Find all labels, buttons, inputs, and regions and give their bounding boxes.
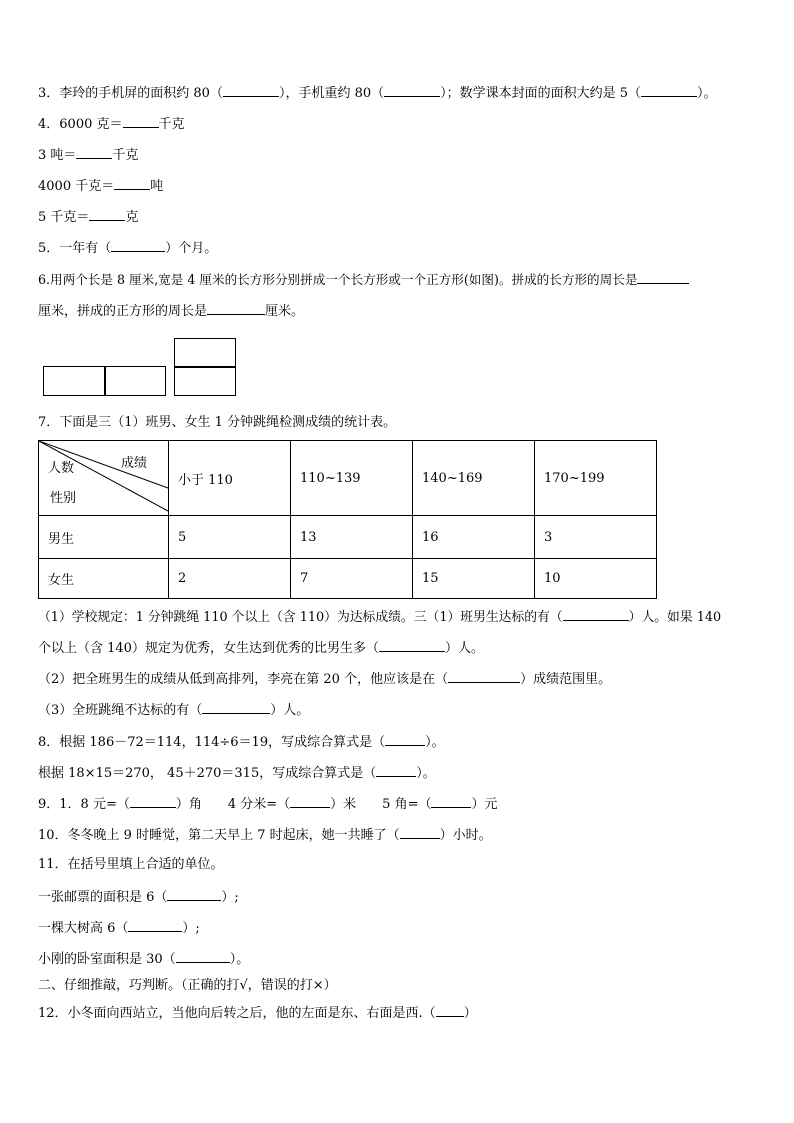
question-12: 12．小冬面向西站立，当他向后转之后，他的左面是东、右面是西.（ ） <box>38 1006 477 1021</box>
blank[interactable] <box>123 115 159 128</box>
question-11-line-3: 小刚的卧室面积是 30（ ）。 <box>38 952 250 967</box>
table-cell: 13 <box>291 516 413 559</box>
row-label: 女生 <box>39 559 169 599</box>
score-table <box>38 440 657 599</box>
blank[interactable] <box>202 701 270 714</box>
rect-left <box>43 366 106 396</box>
blank[interactable] <box>431 795 471 808</box>
question-5: 5．一年有（ ）个月。 <box>38 241 218 256</box>
question-8-line-1: 8．根据 186－72＝114，114÷6＝19，写成综合算式是（ ）。 <box>38 735 445 750</box>
question-7-intro: 7．下面是三（1）班男、女生 1 分钟跳绳检测成绩的统计表。 <box>38 415 397 430</box>
question-3: 3．李玲的手机屏的面积约 80（ ），手机重约 80（ ）；数学课本封面的面积大约是 5（ ）。 <box>38 86 717 101</box>
blank[interactable] <box>89 208 125 221</box>
question-11-line-2: 一棵大树高 6（ ）; <box>38 921 200 936</box>
table-row <box>39 516 657 559</box>
blank[interactable] <box>436 1004 464 1017</box>
header-score: 成绩 <box>121 456 148 471</box>
question-11-title: 11．在括号里填上合适的单位。 <box>38 857 224 872</box>
blank[interactable] <box>384 84 440 97</box>
question-4-line-1: 4．6000 克＝ 千克 <box>38 117 185 132</box>
blank[interactable] <box>448 670 520 683</box>
column-header: 140~169 <box>413 441 535 516</box>
square-top-half <box>174 338 236 368</box>
question-6-line-1: 6.用两个长是 8 厘米,宽是 4 厘米的长方形分别拼成一个长方形或一个正方形(如图)。拼成的长方形的周长是 <box>38 271 689 288</box>
column-header: 小于 110 <box>169 441 291 516</box>
question-4-line-4: 5 千克＝ 克 <box>38 210 139 225</box>
blank[interactable] <box>290 795 330 808</box>
square-bottom-half <box>174 366 236 396</box>
blank[interactable] <box>637 271 689 284</box>
table-cell: 7 <box>291 559 413 599</box>
table-cell: 3 <box>535 516 657 559</box>
question-7-part-3: （3）全班跳绳不达标的有（ ）人。 <box>38 703 310 718</box>
blank[interactable] <box>130 795 176 808</box>
question-10: 10．冬冬晚上 9 时睡觉，第二天早上 7 时起床，她一共睡了（ ）小时。 <box>38 828 492 843</box>
diagonal-header-cell <box>39 441 169 516</box>
column-header: 170~199 <box>535 441 657 516</box>
blank[interactable] <box>376 764 416 777</box>
question-4-line-3: 4000 千克＝ 吨 <box>38 179 164 194</box>
column-header: 110~139 <box>291 441 413 516</box>
table-row <box>39 559 657 599</box>
table-cell: 10 <box>535 559 657 599</box>
table-cell: 16 <box>413 516 535 559</box>
blank[interactable] <box>385 733 425 746</box>
question-7-part-1-line-1: （1）学校规定：1 分钟跳绳 110 个以上（含 110）为达标成绩。三（1）班男生达标的有（ ）人。如果 140 <box>38 610 722 625</box>
blank[interactable] <box>128 919 182 932</box>
question-7-part-1-line-2: 个以上（含 140）规定为优秀，女生达到优秀的比男生多（ ）人。 <box>38 641 484 656</box>
question-6-line-2: 厘米，拼成的正方形的周长是 厘米。 <box>38 304 305 319</box>
blank[interactable] <box>641 84 697 97</box>
table-cell: 2 <box>169 559 291 599</box>
table-cell: 5 <box>169 516 291 559</box>
section-2-heading: 二、仔细推敲，巧判断。（正确的打√，错误的打×） <box>38 978 337 993</box>
rectangle-diagram <box>40 338 240 398</box>
header-gender: 性别 <box>50 491 77 506</box>
blank[interactable] <box>176 950 230 963</box>
question-7-part-2: （2）把全班男生的成绩从低到高排列，李亮在第 20 个，他应该是在（ ）成绩范围里。 <box>38 672 612 687</box>
question-11-line-1: 一张邮票的面积是 6（ ）; <box>38 890 239 905</box>
blank[interactable] <box>111 239 165 252</box>
blank[interactable] <box>114 177 150 190</box>
blank[interactable] <box>207 302 265 315</box>
question-8-line-2: 根据 18×15＝270， 45＋270＝315，写成综合算式是（ ）。 <box>38 766 436 781</box>
blank[interactable] <box>167 888 221 901</box>
blank[interactable] <box>563 608 629 621</box>
row-label: 男生 <box>39 516 169 559</box>
question-9: 9．1．8 元=（ ）角 4 分米=（ ）米 5 角=（ ）元 <box>38 797 498 812</box>
question-4-line-2: 3 吨＝ 千克 <box>38 148 139 163</box>
blank[interactable] <box>379 639 445 652</box>
blank[interactable] <box>76 146 112 159</box>
blank[interactable] <box>400 826 440 839</box>
blank[interactable] <box>223 84 279 97</box>
table-cell: 15 <box>413 559 535 599</box>
header-count: 人数 <box>48 461 75 476</box>
rect-right <box>104 366 166 396</box>
